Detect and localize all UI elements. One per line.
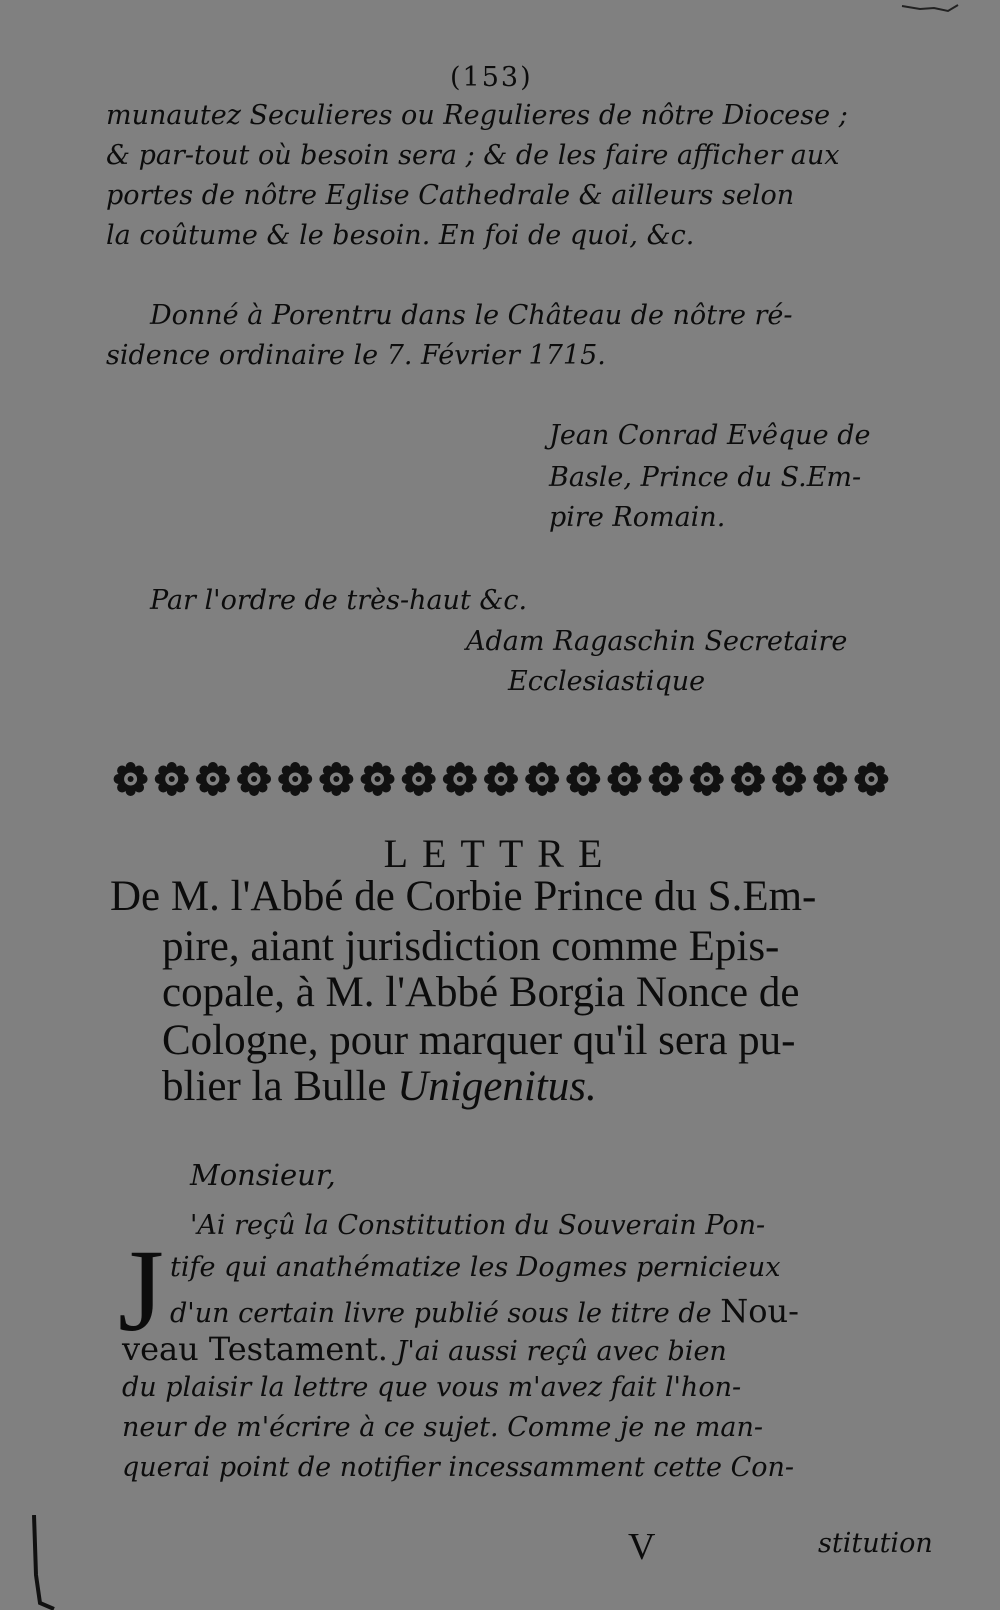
title-line: copale, à M. l'Abbé Borgia Nonce de	[162, 969, 800, 1016]
title-line: blier la Bulle Unigenitus.	[162, 1063, 597, 1110]
ornament-rosette	[607, 762, 641, 796]
ornament-rosette	[772, 762, 806, 796]
page-number: (153)	[450, 62, 533, 93]
title-line: pire, aiant jurisdiction comme Epis-	[162, 923, 780, 970]
ornament-rosette	[443, 762, 477, 796]
salutation: Monsieur,	[190, 1158, 336, 1192]
signature-line: pire Romain.	[549, 502, 726, 533]
ornament-rosette	[731, 762, 765, 796]
edge-mark-top	[900, 0, 960, 14]
title-line: De M. l'Abbé de Corbie Prince du S.Em-	[110, 873, 817, 920]
signature-mark: V	[628, 1526, 656, 1568]
catchword: stitution	[818, 1528, 933, 1559]
paragraph-line: & par-tout où besoin sera ; & de les faire afficher aux	[106, 140, 840, 171]
signature-line: Jean Conrad Evêque de	[549, 420, 871, 451]
signature-line: Basle, Prince du S.Em-	[549, 462, 862, 493]
ornament-rosette	[114, 762, 148, 796]
paragraph-line: la coûtume & le besoin. En foi de quoi, &c.	[106, 220, 695, 251]
ornament-rosette	[525, 762, 559, 796]
letter-line: d'un certain livre publié sous le titre de Nou-	[170, 1292, 799, 1330]
drop-cap: J	[118, 1225, 164, 1356]
ornament-rosette	[196, 762, 230, 796]
letter-line: neur de m'écrire à ce sujet. Comme je ne man-	[122, 1412, 763, 1443]
date-line: Donné à Porentru dans le Château de nôtre ré-	[150, 300, 793, 331]
letter-line: tife qui anathématize les Dogmes pernicieux	[170, 1252, 781, 1283]
ornament-rosette	[319, 762, 353, 796]
letter-line: querai point de notifier incessamment cette Con-	[122, 1452, 795, 1483]
paragraph-line: portes de nôtre Eglise Cathedrale & ailleurs selon	[106, 180, 795, 211]
ornament-band	[110, 758, 892, 800]
title-line: Cologne, pour marquer qu'il sera pu-	[162, 1017, 796, 1064]
letter-line: du plaisir la lettre que vous m'avez fait l'hon-	[122, 1372, 742, 1403]
ornament-rosette	[155, 762, 189, 796]
ornament-rosette	[566, 762, 600, 796]
date-line: sidence ordinaire le 7. Février 1715.	[106, 340, 606, 371]
secretary-line: Ecclesiastique	[508, 666, 706, 697]
order-line: Par l'ordre de très-haut &c.	[150, 585, 528, 616]
secretary-line: Adam Ragaschin Secretaire	[466, 626, 848, 657]
letter-line: 'Ai reçû la Constitution du Souverain Pon-	[190, 1210, 766, 1241]
ornament-rosette	[278, 762, 312, 796]
letter-line: veau Testament. J'ai aussi reçû avec bien	[122, 1330, 727, 1368]
ornament-rosette	[484, 762, 518, 796]
ornament-rosette	[402, 762, 436, 796]
paragraph-line: munautez Seculieres ou Regulieres de nôtre Diocese ;	[106, 100, 848, 131]
edge-mark-left	[26, 1515, 56, 1610]
ornament-rosette	[361, 762, 395, 796]
ornament-rosette	[854, 762, 888, 796]
ornament-rosette	[813, 762, 847, 796]
ornament-rosette	[690, 762, 724, 796]
ornament-rosette	[649, 762, 683, 796]
ornament-rosette	[237, 762, 271, 796]
section-heading: LETTRE	[383, 831, 617, 876]
